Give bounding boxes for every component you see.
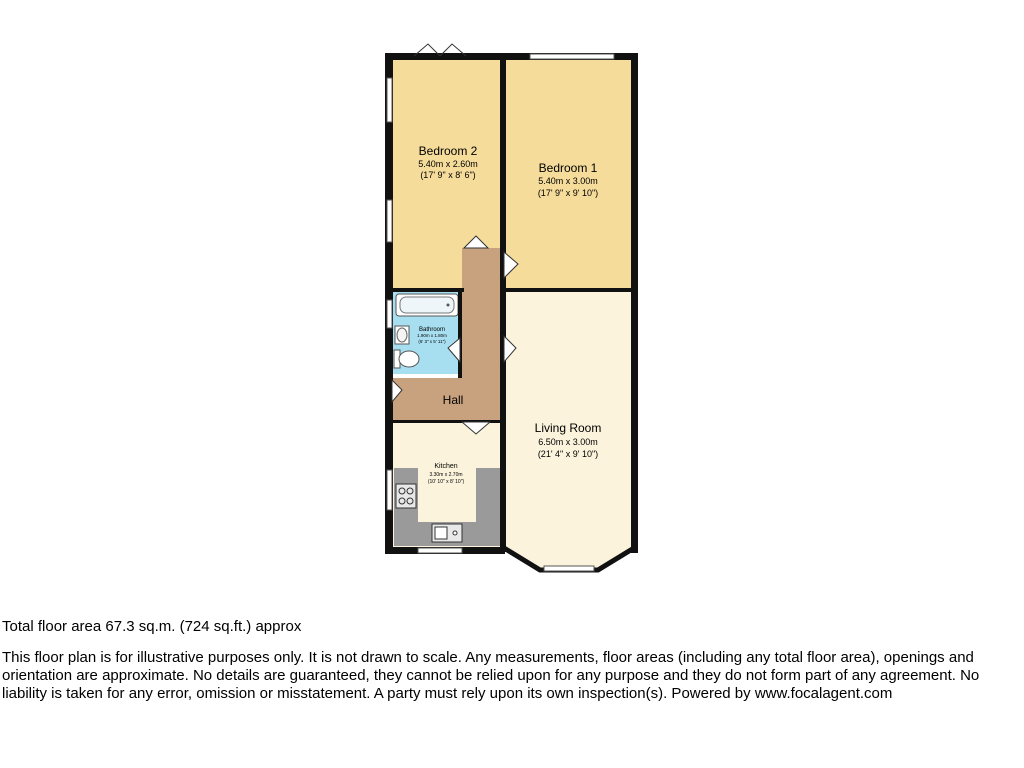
bedroom-1-imperial: (17' 9" x 9' 10"): [537, 188, 599, 198]
kitchen-metric: 3.30m x 2.70m: [429, 472, 463, 478]
living-room-name: Living Room: [534, 421, 602, 435]
basin-icon: [395, 326, 409, 344]
bathroom-imperial: (6' 3" x 5' 11"): [418, 339, 446, 344]
bedroom-2-name: Bedroom 2: [418, 144, 478, 158]
total-floor-area: Total floor area 67.3 sq.m. (724 sq.ft.) approx: [2, 618, 302, 635]
living-room: [504, 290, 632, 548]
hob-icon: [396, 484, 416, 508]
kitchen-name: Kitchen: [434, 463, 458, 470]
kitchen-worktop-right: [476, 468, 500, 546]
bathroom-name: Bathroom: [418, 327, 446, 333]
bedroom-1-room: [504, 60, 632, 290]
bathroom-metric: 1.90m x 1.80m: [417, 333, 447, 338]
living-room-imperial: (21' 4" x 9' 10"): [537, 449, 599, 459]
bedroom-2-imperial: (17' 9" x 8' 6"): [420, 170, 476, 180]
living-room-metric: 6.50m x 3.00m: [538, 437, 598, 447]
bedroom-1-metric: 5.40m x 3.00m: [538, 176, 598, 186]
sink-icon: [432, 524, 462, 542]
bathtub-icon: [396, 294, 458, 316]
disclaimer-text: This floor plan is for illustrative purposes only. It is not drawn to scale. Any measurements, floor areas (including any total floor area), openings and orientation are approximate. No details are guaranteed, they cannot be relied upon for any purpose and they do not form part of any agreement. No liability is taken for any error, omission or misstatement. A party must rely upon its own inspection(s). Powered by www.focalagent.com: [2, 649, 980, 702]
bedroom-2-metric: 5.40m x 2.60m: [418, 159, 478, 169]
kitchen-imperial: (10' 10" x 8' 10"): [427, 479, 465, 485]
bedroom-1-name: Bedroom 1: [538, 161, 598, 175]
toilet-icon: [394, 350, 419, 368]
hall-name: Hall: [442, 393, 464, 407]
